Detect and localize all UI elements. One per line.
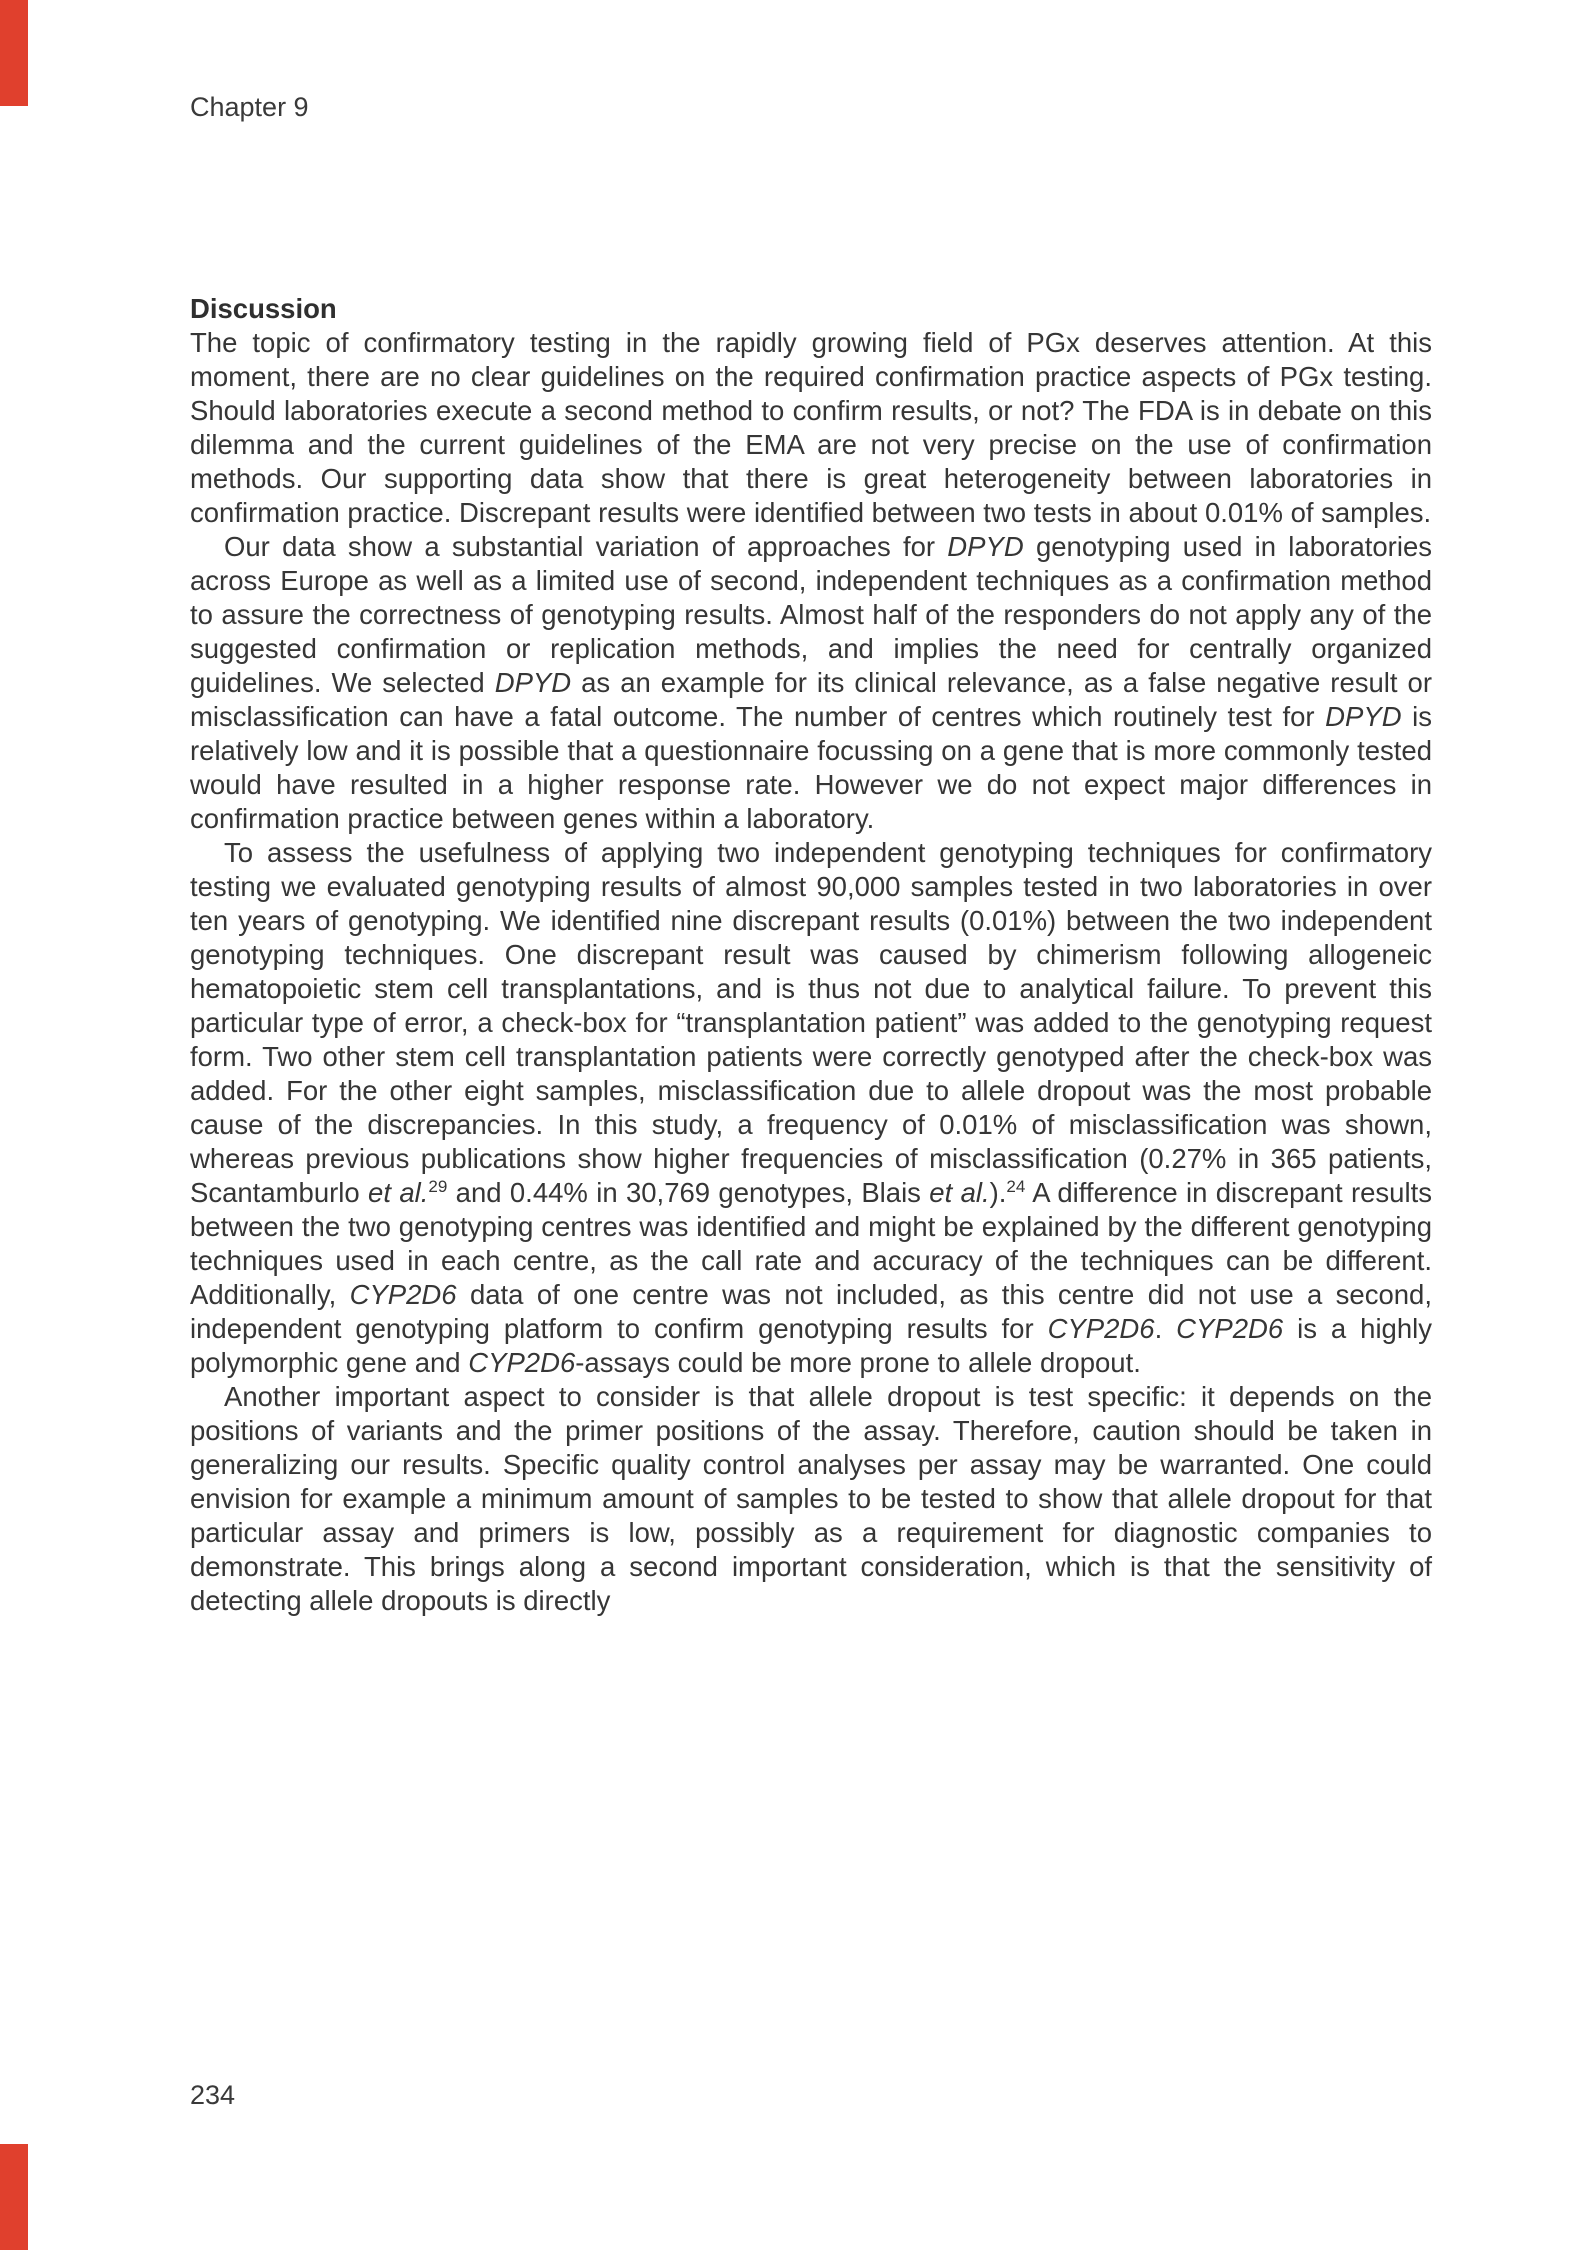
text-run: genotyping used in laboratories across Europe as well as a limited use of second, independent techniques as a confirmation method to assure the correctness of genotyping results. Almost half of the responders do not apply any of the suggested confirmation or replication methods, and implies the need for centrally organized guidelines. We selected — [190, 531, 1432, 698]
italic-run: et al. — [929, 1177, 990, 1208]
text-run: is a highly polymorphic gene and — [190, 1313, 1433, 1378]
body-text — [190, 326, 1432, 1618]
paragraph — [190, 836, 1432, 1380]
section-title: Discussion — [190, 293, 337, 324]
text-run: data of one centre was not included, as this centre did not use a second, independent genotyping platform to confirm genotyping results for — [190, 1279, 1432, 1344]
text-column — [190, 0, 1432, 1618]
text-run: ). — [989, 1177, 1007, 1208]
italic-run: DPYD — [947, 531, 1024, 562]
chapter-edge-tab-bottom — [0, 2144, 28, 2250]
text-run: Our data show a substantial variation of approaches for — [224, 531, 948, 562]
italic-run: CYP2D6 — [1047, 1313, 1155, 1344]
italic-run: CYP2D6 — [349, 1279, 457, 1310]
text-run: and 0.44% in 30,769 genotypes, Blais — [447, 1177, 930, 1208]
italic-run: CYP2D6 — [1176, 1313, 1284, 1344]
chapter-header: Chapter 9 — [190, 92, 309, 122]
text-run: To assess the usefulness of applying two independent genotyping techniques for confirmatory testing we evaluated genotyping results of almost 90,000 samples tested in two laboratories in over ten years of genotyping. We identified nine discrepant results (0.01%) between the two independent genotyping techniques. One discrepant result was caused by chimerism following allogeneic hematopoietic stem cell transplantations, and is thus not due to analytical failure. To prevent this particular type of error, a check-box for “transplantation patient” was added to the genotyping request form. Two other stem cell transplantation patients were correctly genotyped after the check-box was added. For the other eight samples, misclassification due to allele dropout was the most probable cause of the discrepancies. In this study, a frequency of 0.01% of misclassification was shown, whereas previous publications show higher frequencies of misclassification (0.27% in 365 patients, Scantamburlo — [190, 837, 1432, 1208]
text-run: The topic of confirmatory testing in the rapidly growing field of PGx deserves attention. At this moment, there are no clear guidelines on the required confirmation practice aspects of PGx testing. Should laboratories execute a second method to confirm results, or not? The FDA is in debate on this dilemma and the current guidelines of the EMA are not very precise on the use of confirmation methods. Our supporting data show that there is great heterogeneity between laboratories in confirmation practice. Discrepant results were identified between two tests in about 0.01% of samples. — [190, 327, 1432, 528]
text-run: Another important aspect to consider is that allele dropout is test specific: it depends on the positions of variants and the primer positions of the assay. Therefore, caution should be taken in generalizing our results. Specific quality control analyses per assay may be warranted. One could envision for example a minimum amount of samples to be tested to show that allele dropout for that particular assay and primers is low, possibly as a requirement for diagnostic companies to demonstrate. This brings along a second important consideration, which is that the sensitivity of detecting allele dropouts is directly — [190, 1381, 1432, 1616]
italic-run: DPYD — [494, 667, 572, 698]
text-run: -assays could be more prone to allele dropout. — [575, 1347, 1141, 1378]
reference-superscript: 24 — [1006, 1176, 1026, 1196]
reference-superscript: 29 — [428, 1176, 448, 1196]
italic-run: CYP2D6 — [468, 1347, 576, 1378]
paragraph — [190, 326, 1432, 530]
paragraph — [190, 1380, 1432, 1618]
text-run: . — [1154, 1313, 1177, 1344]
text-run: as an example for its clinical relevance, as a false negative result or misclassification can have a fatal outcome. The number of centres which routinely test for — [190, 667, 1432, 732]
text-run: A difference in discrepant results between the two genotyping centres was identified and might be explained by the different genotyping techniques used in each centre, as the call rate and accuracy of the techniques can be different. Additionally, — [190, 1177, 1432, 1310]
italic-run: et al. — [368, 1177, 429, 1208]
paragraph — [190, 530, 1432, 836]
page-number: 234 — [190, 2080, 236, 2110]
italic-run: DPYD — [1325, 701, 1402, 732]
chapter-edge-tab-top — [0, 0, 28, 106]
text-run: is relatively low and it is possible that a questionnaire focussing on a gene that is more commonly tested would have resulted in a higher response rate. However we do not expect major differences in confirmation practice between genes within a laboratory. — [190, 701, 1433, 834]
